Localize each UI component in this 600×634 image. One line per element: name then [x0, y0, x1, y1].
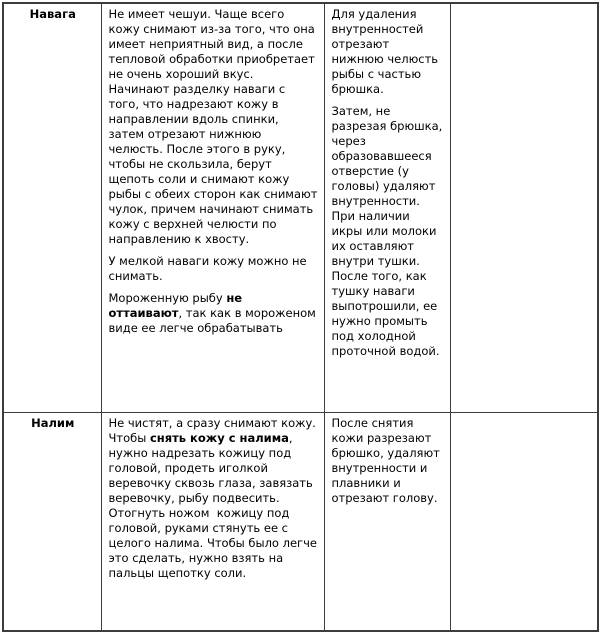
fish-name-cell: Налим: [3, 412, 101, 631]
text-run: , так как в мороженом виде ее легче обрабатывать: [108, 306, 320, 335]
fish-preparation-table: [2, 2, 599, 632]
bold-text-run: не оттаивают: [108, 291, 247, 320]
table-row: [3, 3, 598, 412]
text-run: После снятия кожи разрезают брюшко, удаляют внутренности и плавники и отрезают голову.: [331, 415, 444, 505]
paragraph: [332, 7, 444, 97]
notes-cell: [450, 3, 598, 412]
paragraph: [109, 291, 318, 336]
gutting-cell: [324, 412, 450, 631]
text-run: Не чистят, а сразу снимают кожу. Чтобы: [108, 415, 320, 445]
paragraph: [109, 254, 318, 284]
gutting-cell: [324, 3, 450, 412]
cleaning-cell: [101, 412, 324, 631]
text-run: У мелкой наваги кожу можно не снимать.: [108, 254, 311, 283]
paragraph: [108, 415, 321, 581]
text-run: Затем, не разрезая брюшка, через образовавшееся отверстие (у головы) удаляют внутренности. При наличии икры или молоки их оставляют внутри тушки. После того, как тушку наваги выпотрошили, ее нужно промыть под холодной проточной водой.: [331, 104, 446, 358]
notes-cell: [450, 412, 598, 631]
text-run: Для удаления внутренностей отрезают нижнюю челюсть рыбы с частью брюшка.: [331, 7, 442, 96]
text-run: , нужно надрезать кожицу под головой, продеть иголкой веревочку сквозь глаза, завязать веревочку, рыбу подвесить. Отогнуть ножом кожицу под головой, руками стянуть ее с целого налима. Чтобы было легче это сделать, нужно взять на пальцы щепотку соли.: [108, 430, 321, 580]
paragraph: [108, 7, 322, 247]
text-run: Не имеет чешуи. Чаще всего кожу снимают из-за того, что она имеет неприятный вид, а после тепловой обработки приобретает не очень хороший вкус. Начинают разделку наваги с того, что надрезают кожу в направлении вдоль спинки, затем отрезают нижнюю челюсть. После этого в руку, чтобы не скользила, берут щепоть соли и снимают кожу рыбы с обеих сторон как снимают чулок, причем начинают снимать кожу с верхней челюсти по направлению к хвосту.: [108, 7, 322, 246]
paragraph: [332, 416, 444, 506]
text-run: Мороженную рыбу: [108, 291, 227, 305]
cleaning-cell: [101, 3, 324, 412]
table-body: [3, 3, 598, 631]
paragraph: [332, 104, 444, 359]
fish-name-cell: Навага: [3, 3, 101, 412]
table-row: [3, 412, 598, 631]
bold-text-run: снять кожу с налима: [149, 430, 289, 445]
